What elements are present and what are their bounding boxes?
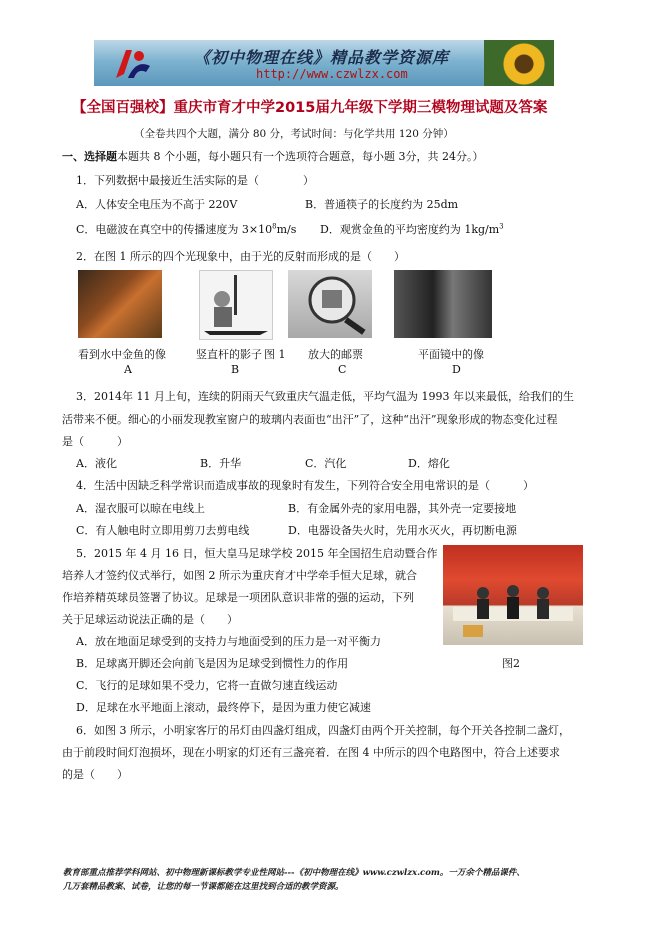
header-banner [94,40,554,86]
section-heading [62,148,483,164]
figure1-c-letter: C [338,363,347,376]
q3-line3: 是（ ） [62,435,128,448]
q1-option-c-exp: 8 [272,222,277,231]
q1-option-c [76,221,296,237]
q6-line2: 由于前段时间灯泡损坏，现在小明家的灯还有三盏亮着．在图 4 中所示的四个电路图中，符合上述要求 [62,746,560,759]
q3-line2: 活带来不便。细心的小丽发现教室窗户的玻璃内表面也“出汗”了，这种“出汗”现象形成的物态变化过程 [62,413,558,426]
figure1-a-goldfish-image [78,270,162,338]
figure1-c-caption: 放大的邮票 [308,348,363,361]
footer-line1: 教育部重点推荐学科网站、初中物理新课标教学专业性网站---《初中物理在线》www.czwlzx.com。一万余个精品课件、 [63,868,525,878]
q4-option-d: D．电器设备失火时，先用水灭火，再切断电源 [288,524,517,537]
q2-stem: 2．在图 1 所示的四个光现象中，由于光的反射而形成的是（ ） [76,250,405,263]
figure1-d-mirror-image [394,270,492,338]
q5-option-d: D．足球在水平地面上滚动，最终停下，是因为重力使它减速 [76,701,371,714]
figure1-b-caption: 竖直杆的影子 [196,348,262,361]
q5-line2: 培养人才签约仪式举行，如图 2 所示为重庆育才中学牵手恒大足球，就合 [62,569,417,582]
q3-line1: 3．2014年 11 月上旬，连续的阴雨天气致重庆气温走低，平均气温为 1993 年以来最低，给我们的生 [76,390,574,403]
figure1-b-shadow-image [199,270,273,340]
figure1-label: 图 1 [264,348,286,361]
q1-stem: 1．下列数据中最接近生活实际的是（ ） [76,174,314,187]
q3-option-c: C．汽化 [305,457,347,470]
q5-line3: 作培养精英球员签署了协议。足球是一项团队意识非常的强的运动，下列 [62,591,414,604]
q1-option-d [320,221,504,237]
q5-option-a: A．放在地面足球受到的支持力与地面受到的压力是一对平衡力 [76,635,381,648]
sunflower-image [484,40,554,86]
q5-line4: 关于足球运动说法正确的是（ ） [62,613,238,626]
section-desc: 本题共 8 个小题，每小题只有一个选项符合题意，每小题 3分，共 24分。） [117,150,484,163]
q4-stem: 4．生活中因缺乏科学常识而造成事故的现象时有发生，下列符合安全用电常识的是（ ） [76,479,534,492]
q1-option-b: B．普通筷子的长度约为 25dm [305,198,459,211]
q5-option-c: C．飞行的足球如果不受力，它将一直做匀速直线运动 [76,679,338,692]
banner-title: 《初中物理在线》精品教学资源库 [194,48,450,67]
banner-url[interactable]: http://www.czwlzx.com [256,67,408,81]
q4-option-b: B．有金属外壳的家用电器，其外壳一定要接地 [288,502,517,515]
figure1-a-caption: 看到水中金鱼的像 [78,348,166,361]
figure1-c-magnifier-image [288,270,372,338]
q3-option-a: A．液化 [76,457,117,470]
footer-line2: 几万套精品教案、试卷，让您的每一节课都能在这里找到合适的教学资源。 [63,882,344,892]
figure1-d-caption: 平面镜中的像 [418,348,484,361]
site-logo-icon [112,44,152,82]
q1-option-a: A．人体安全电压为不高于 220V [76,198,238,211]
section-title: 一、选择题 [62,150,117,163]
q1-option-d-text: D．观赏金鱼的平均密度约为 1kg/m [320,223,500,236]
q3-option-b: B．升华 [200,457,242,470]
q4-option-c: C．有人触电时立即用剪刀去剪电线 [76,524,250,537]
q4-option-a: A．湿衣服可以晾在电线上 [76,502,205,515]
q1-option-c-text: C．电磁波在真空中的传播速度为 3×10 [76,223,273,236]
q1-option-c-unit: m/s [276,223,297,236]
q5-option-b: B．足球离开脚还会向前飞是因为足球受到惯性力的作用 [76,657,349,670]
q5-line1: 5．2015 年 4 月 16 日，恒大皇马足球学校 2015 年全国招生启动暨合作 [76,547,438,560]
q1-option-d-exp: 3 [499,222,504,231]
exam-meta: （全卷共四个大题，满分 80 分，考试时间：与化学共用 120 分钟） [134,128,454,140]
q6-line1: 6．如图 3 所示，小明家客厅的吊灯由四盏灯组成，四盏灯由两个开关控制，每个开关各控制二盏灯， [76,724,570,737]
figure2-signing-image [443,545,583,645]
q6-line3: 的是（ ） [62,768,128,781]
figure1-a-letter: A [124,363,132,376]
figure2-label: 图2 [502,657,520,670]
figure1-b-letter: B [231,363,240,376]
q3-option-d: D．熔化 [408,457,450,470]
figure1-d-letter: D [452,363,461,376]
document-title: 【全国百强校】重庆市育才中学2015届九年级下学期三模物理试题及答案 [72,100,548,116]
